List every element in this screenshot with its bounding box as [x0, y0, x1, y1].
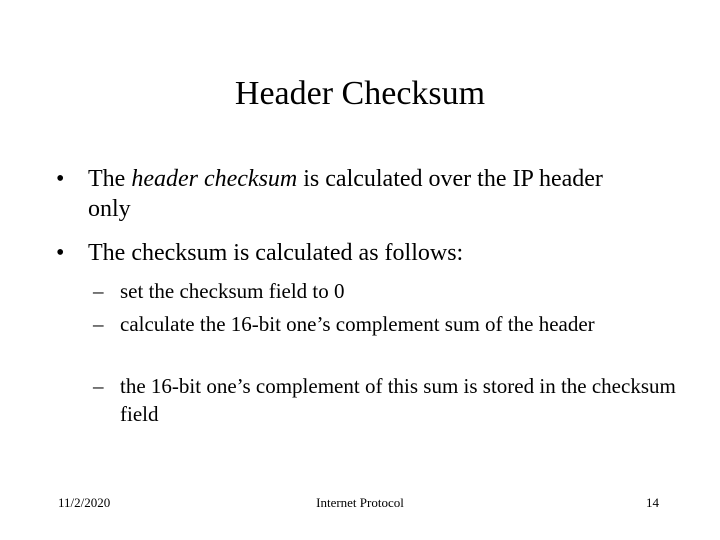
- bullet-marker: •: [56, 240, 65, 266]
- bullet-text: [88, 164, 648, 224]
- bullet-text: The checksum is calculated as follows:: [88, 240, 464, 266]
- sub-bullet-text: the 16-bit one’s complement of this sum is stored in the checksum field: [120, 374, 676, 426]
- sub-bullet-3: [0, 372, 720, 428]
- sub-bullet-text: set the checksum field to 0: [120, 279, 345, 303]
- sub-bullet-text: calculate the 16-bit one’s complement sum of the header: [120, 312, 595, 336]
- sub-bullet-marker: –: [93, 374, 104, 398]
- bullet-text-rest: is calculated over the IP header only: [88, 166, 603, 222]
- page-number: 14: [646, 495, 659, 510]
- sub-bullet-1: [0, 277, 720, 305]
- footer-date: 11/2/2020: [58, 495, 111, 510]
- bullet-text-plain: The: [88, 166, 132, 192]
- bullet-text-emphasis: header checksum: [131, 166, 298, 192]
- bullet-2: [0, 238, 720, 268]
- bullet-1: [0, 164, 720, 224]
- slide-title: Header Checksum: [234, 75, 486, 112]
- sub-bullet-marker: –: [93, 312, 104, 336]
- sub-bullet-2: [0, 310, 720, 366]
- footer-title: Internet Protocol: [316, 495, 404, 510]
- sub-bullet-marker: –: [93, 279, 104, 303]
- bullet-marker: •: [56, 166, 65, 192]
